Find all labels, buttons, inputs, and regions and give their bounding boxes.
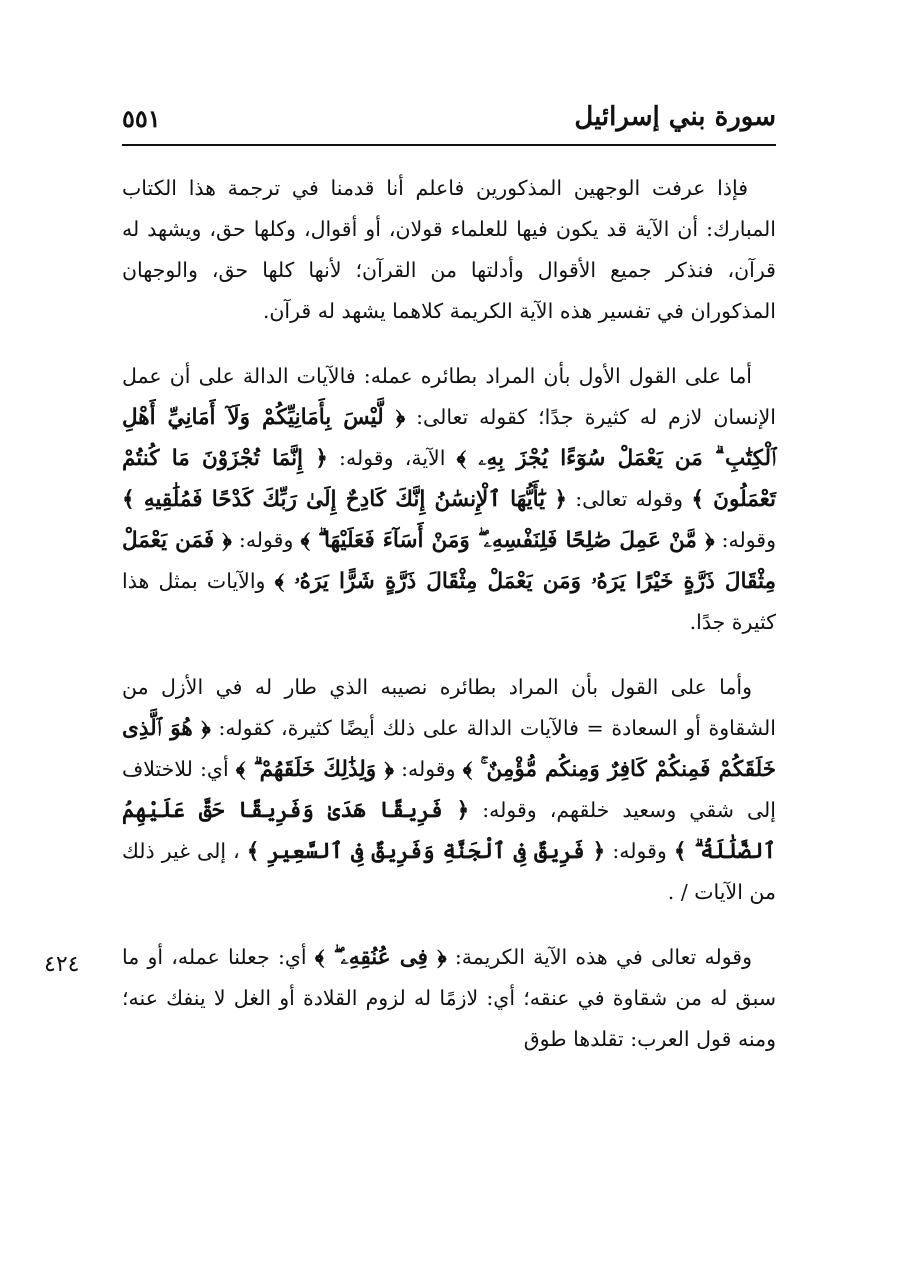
quran-verse: ﴿ وَلِذَٰلِكَ خَلَقَهُمْ ۗ ﴾	[235, 757, 394, 782]
text-segment: وقوله:	[231, 528, 294, 552]
text-segment: وقوله:	[714, 528, 777, 552]
page-header	[122, 100, 776, 146]
paragraph-3	[122, 667, 776, 913]
text-segment: وقوله:	[393, 757, 456, 781]
quran-verse: ﴿ يَٰٓأَيُّهَا ٱلْإِنسَٰنُ إِنَّكَ كَادِحٌ إِلَىٰ رَبِّكَ كَدْحًا فَمُلَٰقِيهِ ﴾	[122, 487, 567, 512]
quran-verse: ﴿ مَّنْ عَمِلَ صَٰلِحًا فَلِنَفْسِهِۦ ۖ وَمَنْ أَسَآءَ فَعَلَيْهَا ۗ ﴾	[300, 528, 715, 553]
text-segment: وقوله تعالى في هذه الآية الكريمة:	[446, 945, 753, 969]
text-segment: وقوله تعالى:	[566, 487, 684, 511]
text-segment: والآيات بمثل هذا كثيرة جدًا.	[122, 569, 776, 634]
paragraph-2	[122, 356, 776, 643]
quran-verse: ﴿ فَرِيقًا هَدَىٰ وَفَرِيقًا حَقَّ عَلَيْهِمُ ٱلضَّلَٰلَةُ ۗ ﴾	[122, 798, 776, 864]
text-segment: أما على القول الأول بأن المراد بطائره عمله: فالآيات الدالة على أن عمل الإنسان لازم له كثيرة جدًا؛ كقوله تعالى:	[122, 364, 776, 429]
text-segment: أي: للاختلاف إلى شقي وسعيد خلقهم، وقوله:	[122, 757, 776, 822]
text-segment: فإذا عرفت الوجهين المذكورين فاعلم أنا قدمنا في ترجمة هذا الكتاب المبارك: أن الآية قد يكون فيها للعلماء قولان، أو أقوال، وكلها حق، ويشهد له قرآن، فنذكر جميع الأقوال وأدلتها من القرآن؛ لأنها كلها حق، والوجهان المذكوران في تفسير هذه الآية الكريمة كلاهما يشهد له قرآن.	[122, 176, 776, 323]
quran-verse: ﴿ فَمَن يَعْمَلْ مِثْقَالَ ذَرَّةٍ خَيْرًا يَرَهُۥ وَمَن يَعْمَلْ مِثْقَالَ ذَرَّةٍ شَرًّا يَرَهُۥ ﴾	[122, 528, 776, 594]
text-segment: الآية، وقوله:	[327, 446, 446, 470]
margin-page-reference: ٤٢٤	[44, 952, 80, 977]
quran-verse: ﴿ هُوَ ٱلَّذِى خَلَقَكُمْ فَمِنكُمْ كَافِرٌ وَمِنكُم مُّؤْمِنٌ ۚ ﴾	[122, 716, 776, 782]
text-segment: وأما على القول بأن المراد بطائره نصيبه الذي طار له في الأزل من الشقاوة أو السعادة = فالآيات الدالة على ذلك أيضًا كثيرة، كقوله:	[122, 675, 776, 740]
page-number: ٥٥١	[122, 104, 161, 133]
paragraph-1	[122, 168, 776, 332]
quran-verse: ﴿ إِنَّمَا تُجْزَوْنَ مَا كُنتُمْ تَعْمَلُونَ ﴾	[122, 446, 776, 512]
text-segment: أي: جعلنا عمله، أو ما سبق له من شقاوة في عنقه؛ أي: لازمًا له لزوم القلادة أو الغل لا ينفك عنه؛ ومنه قول العرب: تقلدها طوق	[122, 945, 776, 1051]
quran-verse: ﴿ لَّيْسَ بِأَمَانِيِّكُمْ وَلَآ أَمَانِيِّ أَهْلِ ٱلْكِتَٰبِ ۗ مَن يَعْمَلْ سُوٓءًا يُجْزَ بِهِۦ ﴾	[122, 405, 776, 471]
quran-verse: ﴿ فِى عُنُقِهِۦ ۖ ﴾	[314, 945, 447, 970]
paragraph-4	[122, 937, 776, 1060]
surah-title: سورة بني إسرائيل	[574, 102, 776, 132]
text-segment: ، إلى غير ذلك من الآيات / .	[122, 839, 776, 904]
quran-verse: ﴿ فَرِيقٌ فِى ٱلْجَنَّةِ وَفَرِيقٌ فِى ٱلسَّعِيرِ ﴾	[246, 839, 606, 864]
text-segment: وقوله:	[605, 839, 667, 863]
body-text	[122, 168, 776, 1084]
